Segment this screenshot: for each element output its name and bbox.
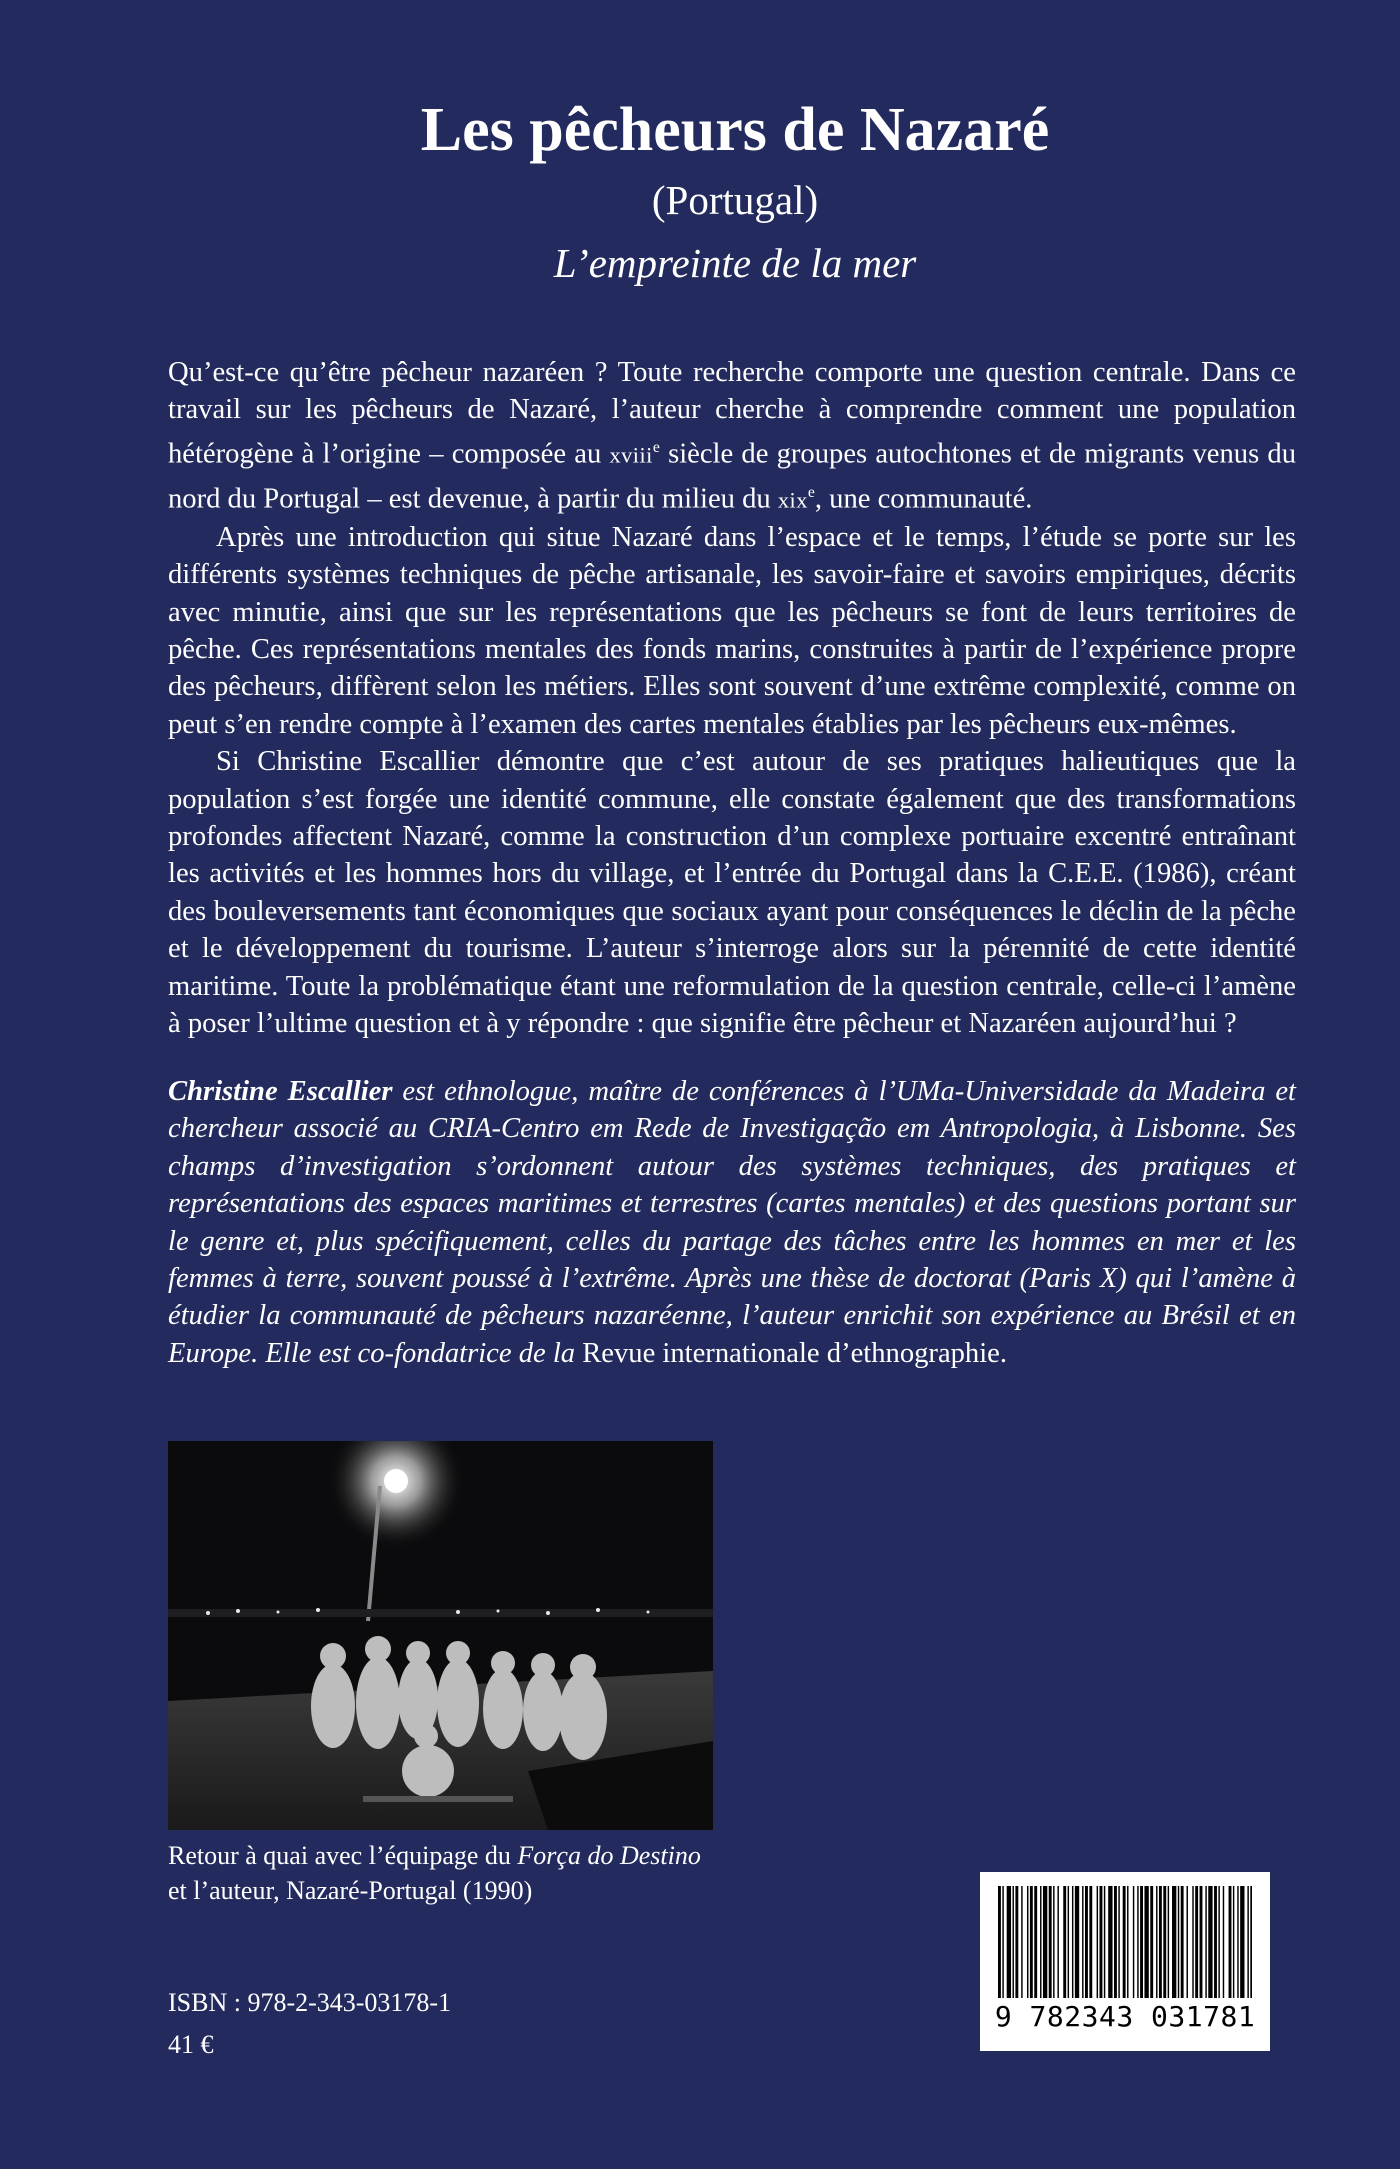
barcode-bar (1108, 1886, 1112, 1998)
barcode-bar (1187, 1886, 1188, 1998)
price: 41 € (168, 2030, 214, 2059)
barcode-bar (1127, 1886, 1128, 1998)
summary-paragraph-2: Après une introduction qui situe Nazaré dans l’espace et le temps, l’étude se porte sur les différents systèmes techniques de pêche artisanale, les savoir-faire et savoirs empiriques, décrits avec minutie, ainsi que sur les représentations que les pêcheurs se font de leurs territoires de pêche. Ces représentations mentales des fonds marins, construites à partir de l’expérience propre des pêcheurs, diffèrent selon les métiers. Elles sont souvent d’une extrême complexité, comme on peut s’en rendre compte à l’examen des cartes mentales établies par les pêcheurs eux-mêmes. (168, 521, 1296, 740)
book-tagline: L’empreinte de la mer (553, 240, 917, 286)
book-title: Les pêcheurs de Nazaré (420, 96, 1050, 164)
journal-name: Revue internationale d’ethnographie (582, 1337, 1000, 1369)
barcode-bar (1089, 1886, 1092, 1998)
barcode-bar (1150, 1886, 1153, 1998)
barcode-bar (1229, 1886, 1232, 1998)
author-bio-text: est ethnologue, maître de conférences à l’UMa-Universidade da Madeira et chercheur associé au CRIA-Centro em Rede de Investigação em Antropologia, à Lisbonne. Ses champs d’investigation s’ordonnent autour des systèmes techniques, des pratiques et représentations des espaces maritimes et terrestres (cartes mentales) et des questions portant sur le genre et, plus spécifiquement, celles du partage des tâches entre les hommes en mer et les femmes à terre, souvent poussé à l’extrême. Après une thèse de doctorat (Paris X) qui l’amène à étudier la communauté de pêcheurs nazaréenne, l’auteur enrichit son expérience au Brésil et en Europe. Elle est co-fondatrice de la (168, 1076, 1296, 1369)
summary-paragraph-3: Si Christine Escallier démontre que c’est autour de ses pratiques halieutiques que la population s’est forgée une identité commune, elle constate également que des transformations profondes affectent Nazaré, comme la construction d’un complexe portuaire excentré entraînant les activités et les hommes hors du village, et l’entrée du Portugal dans la C.E.E. (1986), créant des bouleversements tant économiques que sociaux ayant pour conséquences le déclin de la pêche et le développement du tourisme. L’auteur s’interroge alors sur la pérennité de cette identité maritime. Toute la problématique étant une reformulation de la question centrale, celle-ci l’amène à poser l’ultime question et à y répondre : que signifie être pêcheur et Nazaréen aujourd’hui ? (168, 746, 1296, 1039)
barcode-bar (1240, 1886, 1244, 1998)
barcode-bar (1178, 1886, 1179, 1998)
barcode-bar (1049, 1886, 1052, 1998)
barcode-bar (1082, 1886, 1083, 1998)
barcode-bar (1237, 1886, 1238, 1998)
barcode-bar (1100, 1886, 1103, 1998)
barcode-bar (1072, 1886, 1073, 1998)
caption-line-1 (168, 1838, 868, 1873)
century-18: xviii (609, 442, 653, 468)
barcode-bar (1123, 1886, 1126, 1998)
barcode-bar (1030, 1886, 1033, 1998)
barcode-bar (1118, 1886, 1119, 1998)
barcode-bar (1168, 1886, 1169, 1998)
barcode-bar (1013, 1886, 1014, 1998)
barcode-bar (1043, 1886, 1047, 1998)
barcode-bars (998, 1886, 1252, 1998)
barcode-bar (1133, 1886, 1134, 1998)
barcode-bar (1057, 1886, 1058, 1998)
barcode-bar (1104, 1886, 1105, 1998)
barcode-bar (1214, 1886, 1217, 1998)
summary-text (168, 354, 1296, 1042)
barcode-bar (1040, 1886, 1041, 1998)
barcode-bar (1181, 1886, 1184, 1998)
barcode-bar (1172, 1886, 1176, 1998)
photo-caption (168, 1838, 868, 1908)
barcode-bar (1223, 1886, 1224, 1998)
barcode-bar (1053, 1886, 1054, 1998)
barcode-bar (1247, 1886, 1248, 1998)
barcode-bar (998, 1886, 1001, 1998)
barcode-bar (1233, 1886, 1234, 1998)
author-bio-paragraph (168, 1073, 1296, 1372)
summary-paragraph-1 (168, 354, 1296, 519)
barcode-bar (1015, 1886, 1018, 1998)
barcode-bar (1195, 1886, 1198, 1998)
barcode-bar (1021, 1886, 1022, 1998)
barcode-bar (1144, 1886, 1148, 1998)
barcode-bar (1218, 1886, 1219, 1998)
barcode-bar (1156, 1886, 1157, 1998)
barcode-bar (1200, 1886, 1203, 1998)
barcode-bar (1027, 1886, 1028, 1998)
barcode-bar (1140, 1886, 1143, 1998)
caption-line-2: et l’auteur, Nazaré-Portugal (1990) (168, 1876, 533, 1905)
summary-p1-part-c: , une communauté. (814, 483, 1033, 515)
barcode-bar (1063, 1886, 1066, 1998)
barcode (980, 1872, 1270, 2051)
boat-name: Força do Destino (517, 1841, 701, 1870)
century-19: xix (777, 487, 808, 513)
author-name: Christine Escallier (168, 1076, 393, 1107)
barcode-bar (1114, 1886, 1117, 1998)
author-bio-end: . (999, 1337, 1008, 1369)
barcode-bar (1137, 1886, 1138, 1998)
crew-photo (168, 1441, 713, 1830)
barcode-bar (1097, 1886, 1098, 1998)
isbn: ISBN : 978-2-343-03178-1 (168, 1988, 452, 2017)
summary-p1-part-a: Qu’est-ce qu’être pêcheur nazaréen ? Toute recherche comporte une question centrale. Dans ce travail sur les pêcheurs de Nazaré, l’auteur cherche à comprendre comment une population hétérogène à l’origine – composée au (168, 357, 1296, 470)
author-bio (168, 1073, 1296, 1372)
barcode-bar (1002, 1886, 1003, 1998)
barcode-bar (1007, 1886, 1011, 1998)
barcode-bar (1034, 1886, 1037, 1998)
summary-p1-part-b: siècle de groupes autochtones et de migrants venus du nord du Portugal – est devenue, à partir du milieu du (168, 438, 1297, 515)
barcode-bar (1075, 1886, 1079, 1998)
barcode-bar (1250, 1886, 1252, 1998)
book-subtitle: (Portugal) (651, 177, 819, 223)
barcode-bar (1163, 1886, 1166, 1998)
barcode-bar (1085, 1886, 1088, 1998)
crew-photo-illustration (168, 1441, 713, 1830)
barcode-bar (1068, 1886, 1069, 1998)
century-18-sup: e (652, 438, 660, 456)
century-19-sup: e (807, 483, 815, 501)
barcode-digits: 9 782343 031781 (994, 2000, 1256, 2033)
barcode-bar (1205, 1886, 1206, 1998)
barcode-bar (1208, 1886, 1212, 1998)
caption-line-1-text: Retour à quai avec l’équipage du (168, 1841, 518, 1870)
barcode-bar (1192, 1886, 1193, 1998)
barcode-bar (1159, 1886, 1162, 1998)
